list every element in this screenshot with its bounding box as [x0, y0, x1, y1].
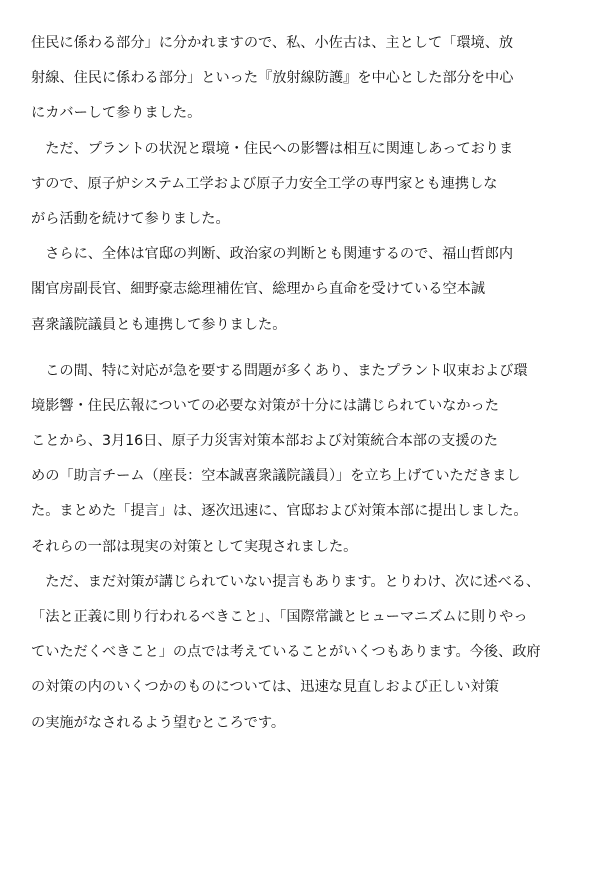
- text-line: 「法と正義に則り行われるべきこと」、「国際常識とヒューマニズムに則りやっ: [31, 609, 528, 625]
- text-line: の対策の内のいくつかのものについては、迅速な見直しおよび正しい対策: [31, 679, 499, 696]
- text-line: ただ、まだ対策が講じられていない提言もあります。とりわけ、次に述べる、: [31, 573, 541, 590]
- text-line: ことから、3月16日、原子力災害対策本部および対策統合本部の支援のた: [31, 433, 498, 450]
- text-line: この間、特に対応が急を要する問題が多くあり、またプラント収束および環: [31, 362, 528, 379]
- paragraph-5: [31, 565, 581, 741]
- text-line: めの「助言チーム（座長：空本誠喜衆議院議員）」を立ち上げていただきまし: [31, 468, 521, 485]
- text-line: がら活動を続けて参りました。: [31, 210, 230, 227]
- text-line: 住民に係わる部分」に分かれますので、私、小佐古は、主として「環境、放: [31, 35, 514, 51]
- text-line: 喜衆議院議員とも連携して参りました。: [31, 316, 287, 333]
- paragraph-3: [31, 237, 581, 343]
- text-line: 境影響・住民広報についての必要な対策が十分には講じられていなかった: [31, 397, 499, 414]
- paragraph-4: [31, 354, 581, 565]
- document-body: [31, 26, 581, 741]
- text-line: ただ、プラントの状況と環境・住民への影響は相互に関連しあっておりま: [31, 140, 514, 157]
- text-line: それらの一部は現実の対策として実現されました。: [31, 538, 358, 555]
- text-line: た。まとめた「提言」は、逐次迅速に、官邸および対策本部に提出しました。: [31, 503, 528, 520]
- paragraph-2: [31, 132, 581, 238]
- paragraph-1: [31, 26, 581, 132]
- text-line: にカバーして参りました。: [31, 105, 202, 122]
- text-line: ていただくべきこと」の点では考えていることがいくつもあります。今後、政府: [31, 644, 541, 661]
- paragraph-spacer: [31, 343, 581, 354]
- text-line: すので、原子炉システム工学および原子力安全工学の専門家とも連携しな: [31, 175, 498, 192]
- text-line: 射線、住民に係わる部分」といった『放射線防護』を中心とした部分を中心: [31, 70, 514, 87]
- text-line: さらに、全体は官邸の判断、政治家の判断とも関連するので、福山哲郎内: [31, 246, 514, 263]
- text-line: の実施がなされるよう望むところです。: [31, 714, 286, 731]
- text-line: 閣官房副長官、細野豪志総理補佐官、総理から直命を受けている空本誠: [31, 281, 486, 298]
